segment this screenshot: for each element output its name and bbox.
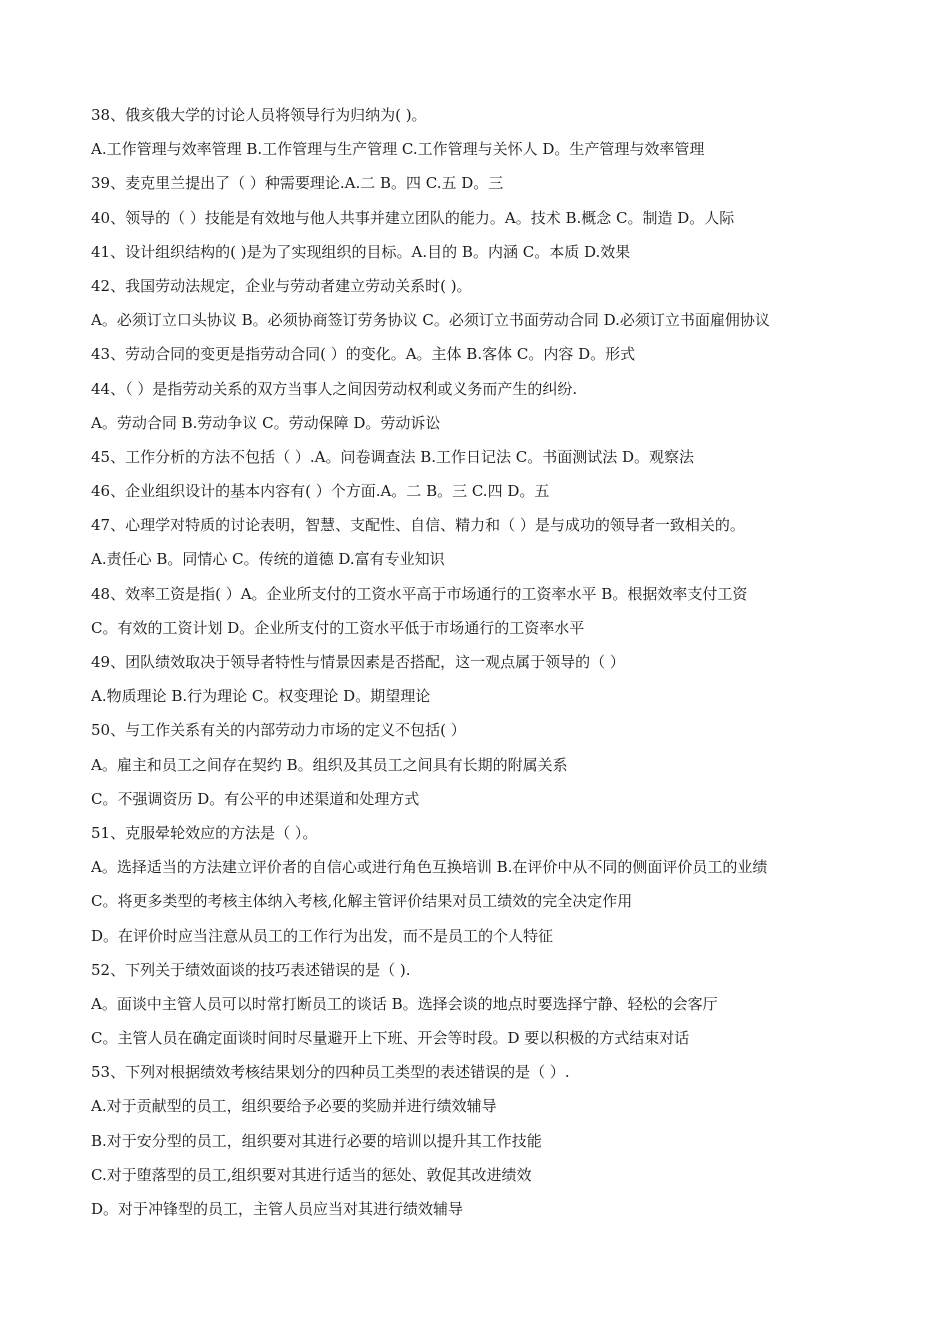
question-53: 53、下列对根据绩效考核结果划分的四种员工类型的表述错误的是（ ）. [91, 1063, 570, 1082]
question-38: 38、俄亥俄大学的讨论人员将领导行为归纳为( )。 [91, 106, 427, 124]
question-43: 43、劳动合同的变更是指劳动合同( ）的变化。A。主体 B.客体 C。内容 D。形式 [91, 345, 636, 364]
question-50-options-cd: C。不强调资历 D。有公平的申述渠道和处理方式 [91, 789, 420, 808]
question-53-option-d: D。对于冲锋型的员工，主管人员应当对其进行绩效辅导 [91, 1200, 464, 1218]
question-48-options: C。有效的工资计划 D。企业所支付的工资水平低于市场通行的工资率水平 [91, 618, 585, 637]
question-44: 44、（ ）是指劳动关系的双方当事人之间因劳动权利或义务而产生的纠纷. [91, 379, 578, 398]
question-49: 49、团队绩效取决于领导者特性与情景因素是否搭配，这一观点属于领导的（ ） [91, 653, 625, 671]
question-42: 42、我国劳动法规定，企业与劳动者建立劳动关系时( )。 [91, 276, 472, 295]
question-list [91, 98, 871, 1226]
question-46: 46、企业组织设计的基本内容有( ）个方面.A。二 B。三 C.四 D。五 [91, 482, 550, 501]
question-52-options-cd: C。主管人员在确定面谈时间时尽量避开上下班、开会等时段。D 要以积极的方式结束对话 [91, 1029, 690, 1048]
question-51-option-d: D。在评价时应当注意从员工的工作行为出发，而不是员工的个人特征 [91, 926, 554, 945]
question-47-options: A.责任心 B。同情心 C。传统的道德 D.富有专业知识 [91, 550, 445, 569]
question-50-options-ab: A。雇主和员工之间存在契约 B。组织及其员工之间具有长期的附属关系 [91, 755, 568, 774]
question-51: 51、克服晕轮效应的方法是（ ）。 [91, 823, 318, 842]
question-51-options-ab: A。选择适当的方法建立评价者的自信心或进行角色互换培训 B.在评价中从不同的侧面评价员工的业绩 [91, 858, 768, 877]
question-53-option-a: A.对于贡献型的员工，组织要给予必要的奖励并进行绩效辅导 [91, 1097, 497, 1116]
question-45: 45、工作分析的方法不包括（ ）.A。问卷调查法 B.工作日记法 C。书面测试法 D。观察法 [91, 447, 695, 466]
question-38-options: A.工作管理与效率管理 B.工作管理与生产管理 C.工作管理与关怀人 D。生产管理与效率管理 [91, 140, 705, 159]
question-41: 41、设计组织结构的( )是为了实现组织的目标。A.目的 B。内涵 C。本质 D.效果 [91, 242, 631, 261]
question-53-option-b: B.对于安分型的员工，组织要对其进行必要的培训以提升其工作技能 [91, 1131, 542, 1150]
question-52-options-ab: A。面谈中主管人员可以时常打断员工的谈话 B。选择会谈的地点时要选择宁静、轻松的会客厅 [91, 994, 718, 1013]
question-49-options: A.物质理论 B.行为理论 C。权变理论 D。期望理论 [91, 687, 431, 706]
question-51-option-c: C。将更多类型的考核主体纳入考核,化解主管评价结果对员工绩效的完全决定作用 [91, 892, 633, 911]
question-50: 50、与工作关系有关的内部劳动力市场的定义不包括( ） [91, 721, 466, 740]
question-48: 48、效率工资是指( ）A。企业所支付的工资水平高于市场通行的工资率水平 B。根据效率支付工资 [91, 584, 748, 603]
question-39: 39、麦克里兰提出了（ ）种需要理论.A.二 B。四 C.五 D。三 [91, 174, 504, 193]
question-40: 40、领导的（ ）技能是有效地与他人共事并建立团队的能力。A。技术 B.概念 C。制造 D。人际 [91, 208, 735, 227]
question-44-options: A。劳动合同 B.劳动争议 C。劳动保障 D。劳动诉讼 [91, 413, 441, 432]
question-47: 47、心理学对特质的讨论表明，智慧、支配性、自信、精力和（ ）是与成功的领导者一致相关的。 [91, 516, 745, 535]
question-52: 52、下列关于绩效面谈的技巧表述错误的是（ ). [91, 960, 411, 979]
question-42-options: A。必须订立口头协议 B。必须协商签订劳务协议 C。必须订立书面劳动合同 D.必须订立书面雇佣协议 [91, 311, 770, 330]
question-53-option-c: C.对于堕落型的员工,组织要对其进行适当的惩处、敦促其改进绩效 [91, 1165, 532, 1184]
